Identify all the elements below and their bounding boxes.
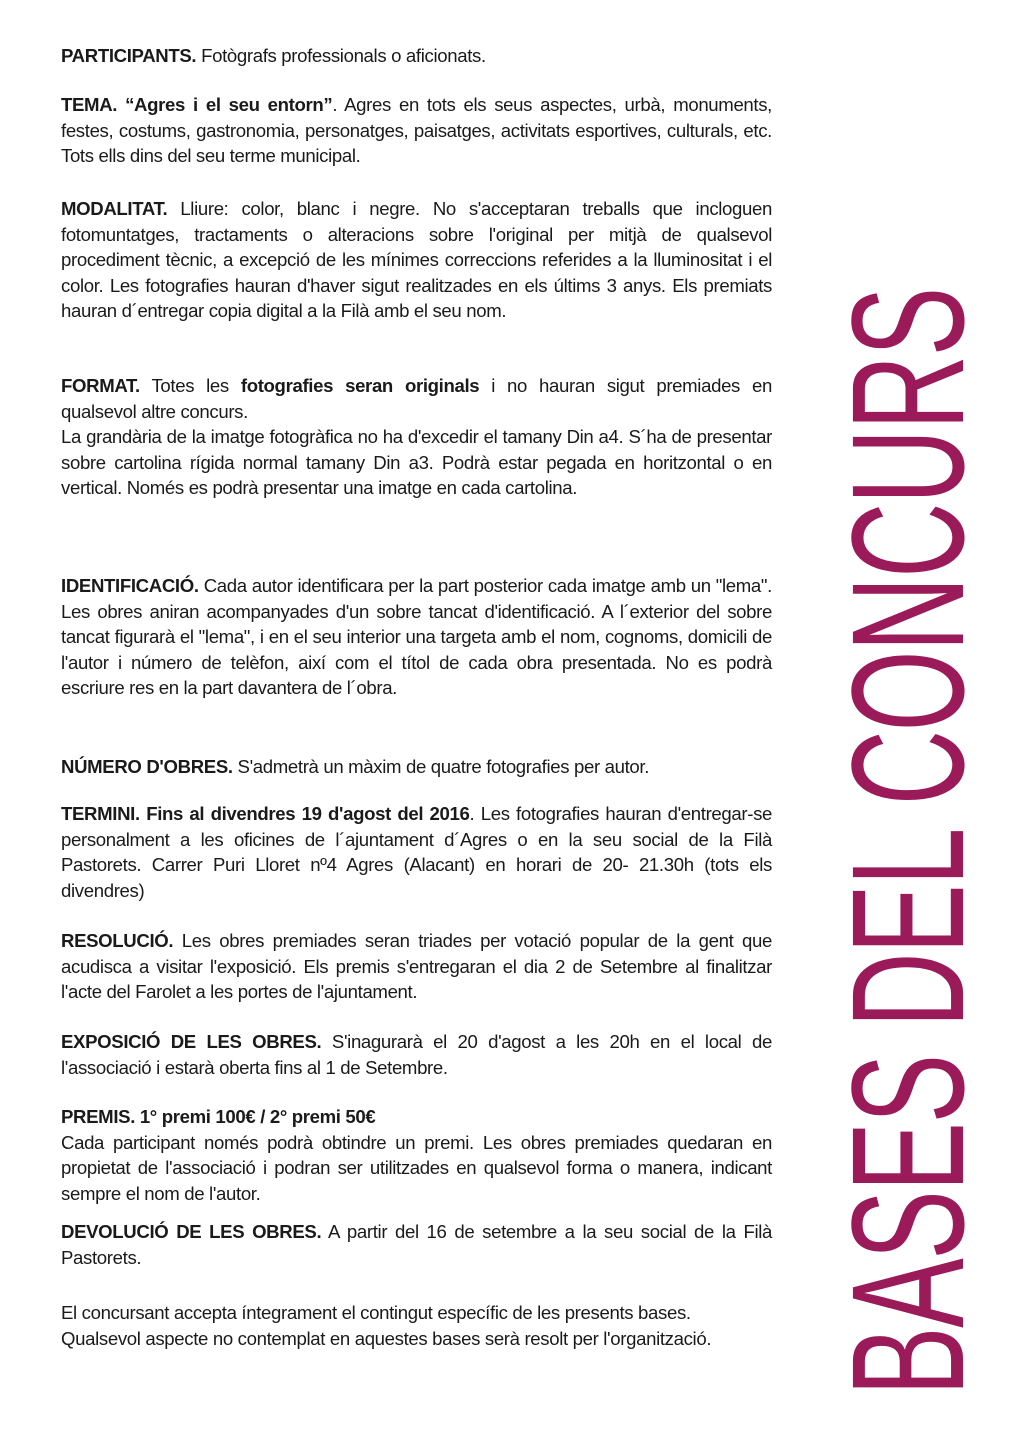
section-heading: RESOLUCIÓ. bbox=[61, 930, 174, 951]
section-text: Cada autor identificara per la part posterior cada imatge amb un "lema". Les obres aniran acompanyades d'un sobre tancat d'identificació. A l´exterior del sobre tancat figurarà el "lema", i en el seu interior una targeta amb el nom, cognoms, domicili de l'autor i número de telèfon, així com el títol de cada obra presentada. No es podrà escriure res en la part davantera de l´obra. bbox=[61, 575, 772, 699]
section-heading: FORMAT. bbox=[61, 375, 140, 396]
section-heading: PARTICIPANTS. bbox=[61, 45, 197, 66]
section-line bbox=[61, 1029, 772, 1080]
section-text: A partir del 16 de setembre a la seu social de la Filà Pastorets. bbox=[61, 1221, 773, 1268]
section-heading: NÚMERO D'OBRES. bbox=[61, 756, 233, 777]
document-title: BASES DEL CONCURS bbox=[818, 288, 997, 1396]
section-line bbox=[61, 928, 772, 1005]
section-text: . Agres en tots els seus aspectes, urbà, monuments, festes, costums, gastronomia, personatges, paisatges, activitats esportives, culturals, etc. Tots ells dins del seu terme municipal. bbox=[61, 94, 773, 167]
section-text: Fotògrafs professionals o aficionats. bbox=[196, 45, 486, 66]
section-text: S'inagurarà el 20 d'agost a les 20h en el local de l'associació i estarà oberta fins al 1 de Setembre. bbox=[61, 1031, 772, 1078]
section-line bbox=[61, 754, 772, 780]
section-resolucio bbox=[61, 928, 772, 1005]
section-format bbox=[61, 373, 772, 501]
vertical-title-area bbox=[818, 288, 997, 1396]
section-line bbox=[61, 1219, 772, 1270]
section-numero-obres bbox=[61, 754, 772, 780]
section-text: Qualsevol aspecte no contemplat en aquestes bases serà resolt per l'organització. bbox=[61, 1327, 712, 1349]
section-text: La grandària de la imatge fotogràfica no ha d'excedir el tamany Din a4. S´ha de presentar sobre cartolina rígida normal tamany Din a3. Podrà estar pegada en horitzontal o en vertical. Només es podrà presentar una imatge en cada cartolina. bbox=[61, 426, 772, 499]
section-line bbox=[61, 373, 772, 424]
section-heading: PREMIS. 1° premi 100€ / 2° premi 50€ bbox=[61, 1106, 376, 1127]
section-text: i no hauran sigut premiades en qualsevol altre concurs. bbox=[61, 375, 772, 422]
section-line bbox=[61, 801, 772, 903]
section-premis bbox=[61, 1104, 772, 1206]
section-modalitat bbox=[61, 196, 772, 324]
section-heading: MODALITAT. bbox=[61, 198, 168, 219]
section-heading: TERMINI. Fins al divendres 19 d'agost del 2016 bbox=[61, 803, 470, 824]
section-text: S'admetrà un màxim de quatre fotografies per autor. bbox=[232, 756, 650, 777]
section-line bbox=[61, 1300, 772, 1326]
section-text: Cada participant només podrà obtindre un premi. Les obres premiades quedaran en propietat de l'associació i podran ser utilitzades en qualsevol forma o manera, indicant sempre el nom de l'autor. bbox=[61, 1131, 772, 1204]
section-line bbox=[61, 573, 772, 701]
section-text: Les obres premiades seran triades per votació popular de la gent que acudisca a visitar l'exposició. Els premis s'entregaran el dia 2 de Setembre al finalitzar l'acte del Farolet a les portes de l'ajuntament. bbox=[61, 930, 772, 1003]
section-heading: TEMA. “Agres i el seu entorn” bbox=[61, 94, 333, 115]
section-participants bbox=[61, 43, 772, 69]
section-line bbox=[61, 1130, 772, 1207]
section-heading: EXPOSICIÓ DE LES OBRES. bbox=[61, 1031, 322, 1052]
section-tema bbox=[61, 92, 772, 169]
section-line bbox=[61, 1104, 772, 1130]
section-line bbox=[61, 196, 772, 324]
section-emphasis: fotografies seran originals bbox=[240, 375, 480, 396]
section-termini bbox=[61, 801, 772, 903]
section-text: El concursant accepta íntegrament el contingut específic de les presents bases. bbox=[61, 1302, 691, 1323]
section-line bbox=[61, 92, 772, 169]
section-acceptacio bbox=[61, 1300, 772, 1351]
section-heading: IDENTIFICACIÓ. bbox=[61, 575, 199, 596]
section-line bbox=[61, 424, 772, 501]
section-line bbox=[61, 1326, 772, 1352]
section-text: Totes les bbox=[139, 375, 241, 396]
section-exposicio bbox=[61, 1029, 772, 1080]
section-identificacio bbox=[61, 573, 772, 701]
section-devolucio bbox=[61, 1219, 772, 1270]
section-text: . Les fotografies hauran d'entregar-se personalment a les oficines de l´ajuntament d´Agres o en la seu social de la Filà Pastorets. Carrer Puri Lloret nº4 Agres (Alacant) en horari de 20- 21.30h (tots els divendres) bbox=[61, 803, 773, 901]
section-line bbox=[61, 43, 772, 69]
section-text: Lliure: color, blanc i negre. No s'acceptaran treballs que incloguen fotomuntatges, tractaments o alteracions sobre l'original per mitjà de qualsevol procediment tècnic, a excepció de les mínimes correccions referides a la lluminositat i el color. Les fotografies hauran d'haver sigut realitzades en els últims 3 anys. Els premiats hauran d´entregar copia digital a la Filà amb el seu nom. bbox=[61, 198, 772, 322]
section-heading: DEVOLUCIÓ DE LES OBRES. bbox=[61, 1221, 322, 1242]
